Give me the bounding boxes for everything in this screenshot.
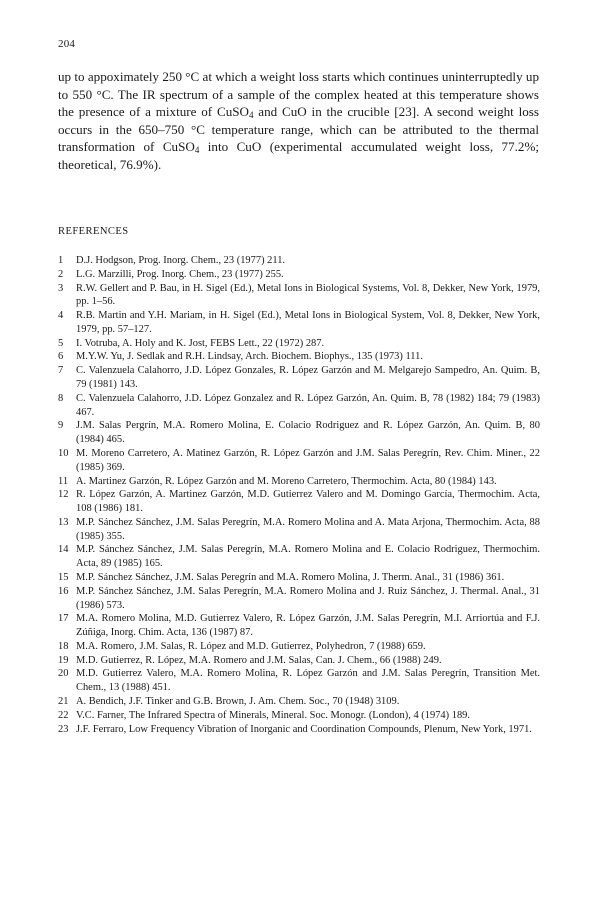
reference-text: R.W. Gellert and P. Bau, in H. Sigel (Ed.), Metal Ions in Biological Systems, Vol. 8, Dekker, New York, 1979, pp. 1–56. [76,282,540,308]
reference-text: M. Moreno Carretero, A. Matinez Garzón, R. López Garzón and J.M. Salas Peregrín, Rev. Chim. Miner., 22 (1985) 369. [76,447,540,473]
reference-item [58,723,540,737]
reference-item [58,309,540,337]
reference-number: 19 [58,654,69,666]
reference-number: 23 [58,723,69,735]
reference-item [58,571,540,585]
reference-item [58,543,540,571]
reference-text: M.P. Sánchez Sánchez, J.M. Salas Peregrín, M.A. Romero Molina and J. Ruiz Sánchez, J. Thermal. Anal., 31 (1986) 573. [76,585,540,611]
reference-item [58,447,540,475]
reference-item [58,654,540,668]
paragraph-part-1: up to appoximately 250 °C at which a weight loss starts which continues uninterruptedly up to 550 °C. The IR spectrum of a sample of the complex heated at this temperature shows the presence of a mixture of CuSO [58,69,539,119]
reference-number: 10 [58,447,69,459]
reference-text: M.A. Romero, J.M. Salas, R. López and M.D. Gutierrez, Polyhedron, 7 (1988) 659. [76,640,426,652]
reference-text: V.C. Farner, The Infrared Spectra of Minerals, Mineral. Soc. Monogr. (London), 4 (1974) 189. [76,709,470,721]
reference-text: L.G. Marzilli, Prog. Inorg. Chem., 23 (1977) 255. [76,268,284,280]
reference-text: J.F. Ferraro, Low Frequency Vibration of Inorganic and Coordination Compounds, Plenum, New York, 1971. [76,723,532,735]
reference-item [58,364,540,392]
reference-number: 3 [58,282,64,294]
reference-number: 8 [58,392,64,404]
reference-number: 4 [58,310,64,322]
paragraph-part-2: and CuO in the crucible [23]. A second weight loss occurs in the 650–750 °C temperature range, which can be attributed to the thermal transformation of CuSO [58,104,539,154]
subscript-4: 4 [249,110,254,120]
reference-text: M.D. Gutierrez Valero, M.A. Romero Molina, R. López Garzón and J.M. Salas Peregrín, Transition Met. Chem., 13 (1988) 451. [76,668,540,694]
reference-number: 21 [58,696,69,707]
reference-text: M.Y.W. Yu, J. Sedlak and R.H. Lindsay, Arch. Biochem. Biophys., 135 (1973) 111. [76,351,423,363]
reference-item [58,640,540,654]
reference-number: 22 [58,709,69,721]
reference-text: I. Votruba, A. Holy and K. Jost, FEBS Lett., 22 (1972) 287. [76,337,325,349]
reference-number: 2 [58,268,64,280]
reference-number: 5 [58,337,64,349]
reference-text: J.M. Salas Pergrín, M.A. Romero Molina, E. Colacio Rodriguez and R. López Garzón, An. Quim. B, 80 (1984) 465. [76,420,540,446]
reference-number: 12 [58,489,69,501]
reference-text: R. López Garzón, A. Martinez Garzón, M.D. Gutierrez Valero and M. Domingo García, Thermochim. Acta, 108 (1986) 181. [76,489,540,515]
reference-number: 1 [58,255,64,266]
reference-number: 7 [58,365,64,377]
reference-item [58,392,540,420]
references-heading: REFERENCES [58,226,129,237]
reference-item [58,419,540,447]
reference-text: C. Valenzuela Calahorro, J.D. López Gonzales, R. López Garzón and M. Melgarejo Sampedro, An. Quim. B, 79 (1981) 143. [76,365,540,391]
reference-text: M.P. Sánchez Sánchez, J.M. Salas Peregrín, M.A. Romero Molina and E. Colacio Rodriguez, Thermochim. Acta, 89 (1985) 165. [76,544,540,570]
reference-item [58,612,540,640]
reference-number: 16 [58,585,69,597]
reference-item [58,337,540,351]
reference-text: M.D. Gutierrez, R. López, M.A. Romero and J.M. Salas, Can. J. Chem., 66 (1988) 249. [76,654,442,666]
reference-number: 17 [58,613,69,625]
reference-text: A. Martinez Garzón, R. López Garzón and M. Moreno Carretero, Thermochim. Acta, 80 (1984) 143. [76,475,497,487]
reference-number: 9 [58,420,64,432]
reference-text: A. Bendich, J.F. Tinker and G.B. Brown, J. Am. Chem. Soc., 70 (1948) 3109. [76,696,400,707]
reference-text: M.A. Romero Molina, M.D. Gutierrez Valero, R. López Garzón, J.M. Salas Peregrín, M.I. Arriortúa and F.J. Zúñiga, Inorg. Chim. Acta, 136 (1987) 87. [76,613,540,639]
reference-item [58,585,540,613]
reference-item [58,268,540,282]
reference-item [58,254,540,268]
page-number: 204 [58,38,76,50]
reference-number: 20 [58,668,69,680]
reference-number: 15 [58,571,69,583]
reference-text: D.J. Hodgson, Prog. Inorg. Chem., 23 (1977) 211. [76,255,286,266]
reference-number: 11 [58,475,69,487]
reference-text: M.P. Sánchez Sánchez, J.M. Salas Peregrín, M.A. Romero Molina and A. Mata Arjona, Thermochim. Acta, 88 (1985) 355. [76,516,540,542]
reference-text: R.B. Martin and Y.H. Mariam, in H. Sigel (Ed.), Metal Ions in Biological System, Vol. 8, Dekker, New York, 1979, pp. 57–127. [76,310,540,335]
reference-item [58,488,540,516]
reference-number: 6 [58,351,64,363]
reference-item [58,695,540,709]
reference-number: 18 [58,640,69,652]
reference-item [58,516,540,544]
reference-item [58,667,540,695]
reference-item [58,350,540,364]
reference-item [58,709,540,723]
reference-item [58,475,540,489]
reference-item [58,282,540,310]
paragraph-part-3: into CuO (experimental accumulated weight loss, 77.2%; theoretical, 76.9%). [58,139,539,172]
body-paragraph [58,68,539,173]
references-list [58,254,540,736]
reference-number: 14 [58,544,69,556]
reference-number: 13 [58,516,69,528]
reference-text: C. Valenzuela Calahorro, J.D. López Gonzalez and R. López Garzón, An. Quim. B, 78 (1982) 184; 79 (1983) 467. [76,392,540,418]
subscript-4: 4 [194,145,200,155]
reference-text: M.P. Sánchez Sánchez, J.M. Salas Peregrín and M.A. Romero Molina, J. Therm. Anal., 31 (1986) 361. [76,571,505,583]
